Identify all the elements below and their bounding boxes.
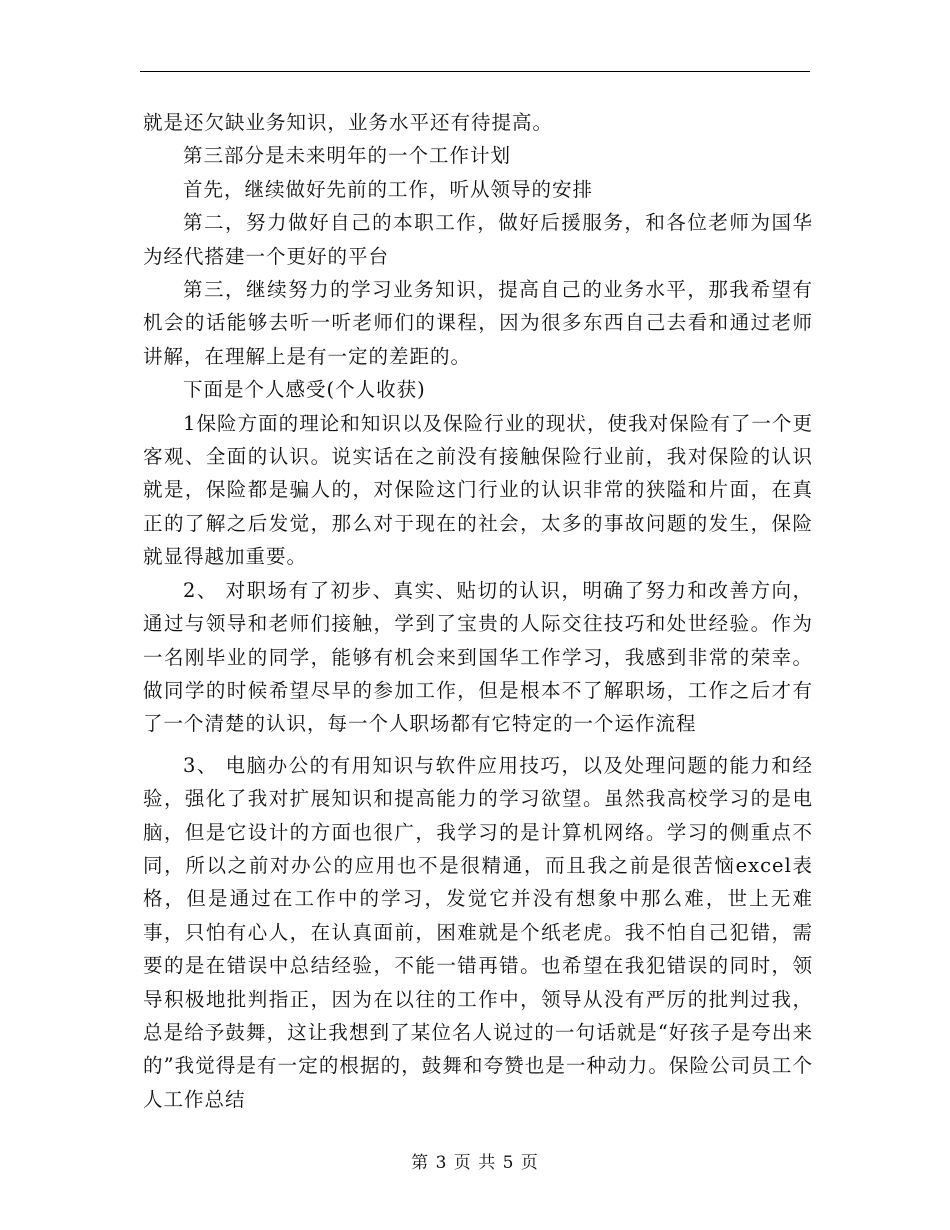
paragraph-1: 就是还欠缺业务知识，业务水平还有待提高。 — [143, 111, 554, 134]
page-number-footer: 第 3 页 共 5 页 — [411, 1153, 539, 1173]
paragraph-6: 下面是个人感受(个人收获) — [183, 378, 426, 402]
paragraph-4: 第二，努力做好自己的本职工作，做好后援服务，和各位老师为国华为经代搭建一个更好的平台 — [143, 211, 813, 268]
paragraph-3: 首先，继续做好先前的工作，听从领导的安排 — [183, 177, 594, 201]
paragraph-9: 3、 电脑办公的有用知识与软件应用技巧，以及处理问题的能力和经验，强化了我对扩展知识和提高能力的学习欲望。虽然我高校学习的是电脑，但是它设计的方面也很广，我学习的是计算机网络。学习的侧重点不同，所以之前对办公的应用也不是很精通，而且我之前是很苦恼excel表格，但是通过在工作中的学习，发觉它并没有想象中那么难，世上无难事，只怕有心人，在认真面前，困难就是个纸老虎。我不怕自己犯错，需要的是在错误中总结经验，不能一错再错。也希望在我犯错误的同时，领导积极地批判指正，因为在以往的工作中，领导从没有严厉的批判过我，总是给予鼓舞，这让我想到了某位名人说过的一句话就是“好孩子是夸出来的”我觉得是有一定的根据的，鼓舞和夸赞也是一种动力。保险公司员工个人工作总结 — [143, 753, 813, 1111]
paragraph-8: 2、 对职场有了初步、真实、贴切的认识，明确了努力和改善方向，通过与领导和老师们接触，学到了宝贵的人际交往技巧和处世经验。作为一名刚毕业的同学，能够有机会来到国华工作学习，我感到非常的荣幸。做同学的时候希望尽早的参加工作，但是根本不了解职场，工作之后才有了一个清楚的认识，每一个人职场都有它特定的一个运作流程 — [143, 578, 813, 736]
document-body — [143, 106, 813, 1116]
paragraph-5: 第三，继续努力的学习业务知识，提高自己的业务水平，那我希望有机会的话能够去听一听老师们的课程，因为很多东西自己去看和通过老师讲解，在理解上是有一定的差距的。 — [143, 278, 813, 368]
paragraph-2: 第三部分是未来明年的一个工作计划 — [183, 144, 512, 168]
paragraph-7: 1保险方面的理论和知识以及保险行业的现状，使我对保险有了一个更客观、全面的认识。说实话在之前没有接触保险行业前，我对保险的认识就是，保险都是骗人的，对保险这门行业的认识非常的狭隘和片面，在真正的了解之后发觉，那么对于现在的社会，太多的事故问题的发生，保险就显得越加重要。 — [143, 411, 813, 569]
header-rule — [140, 71, 810, 72]
